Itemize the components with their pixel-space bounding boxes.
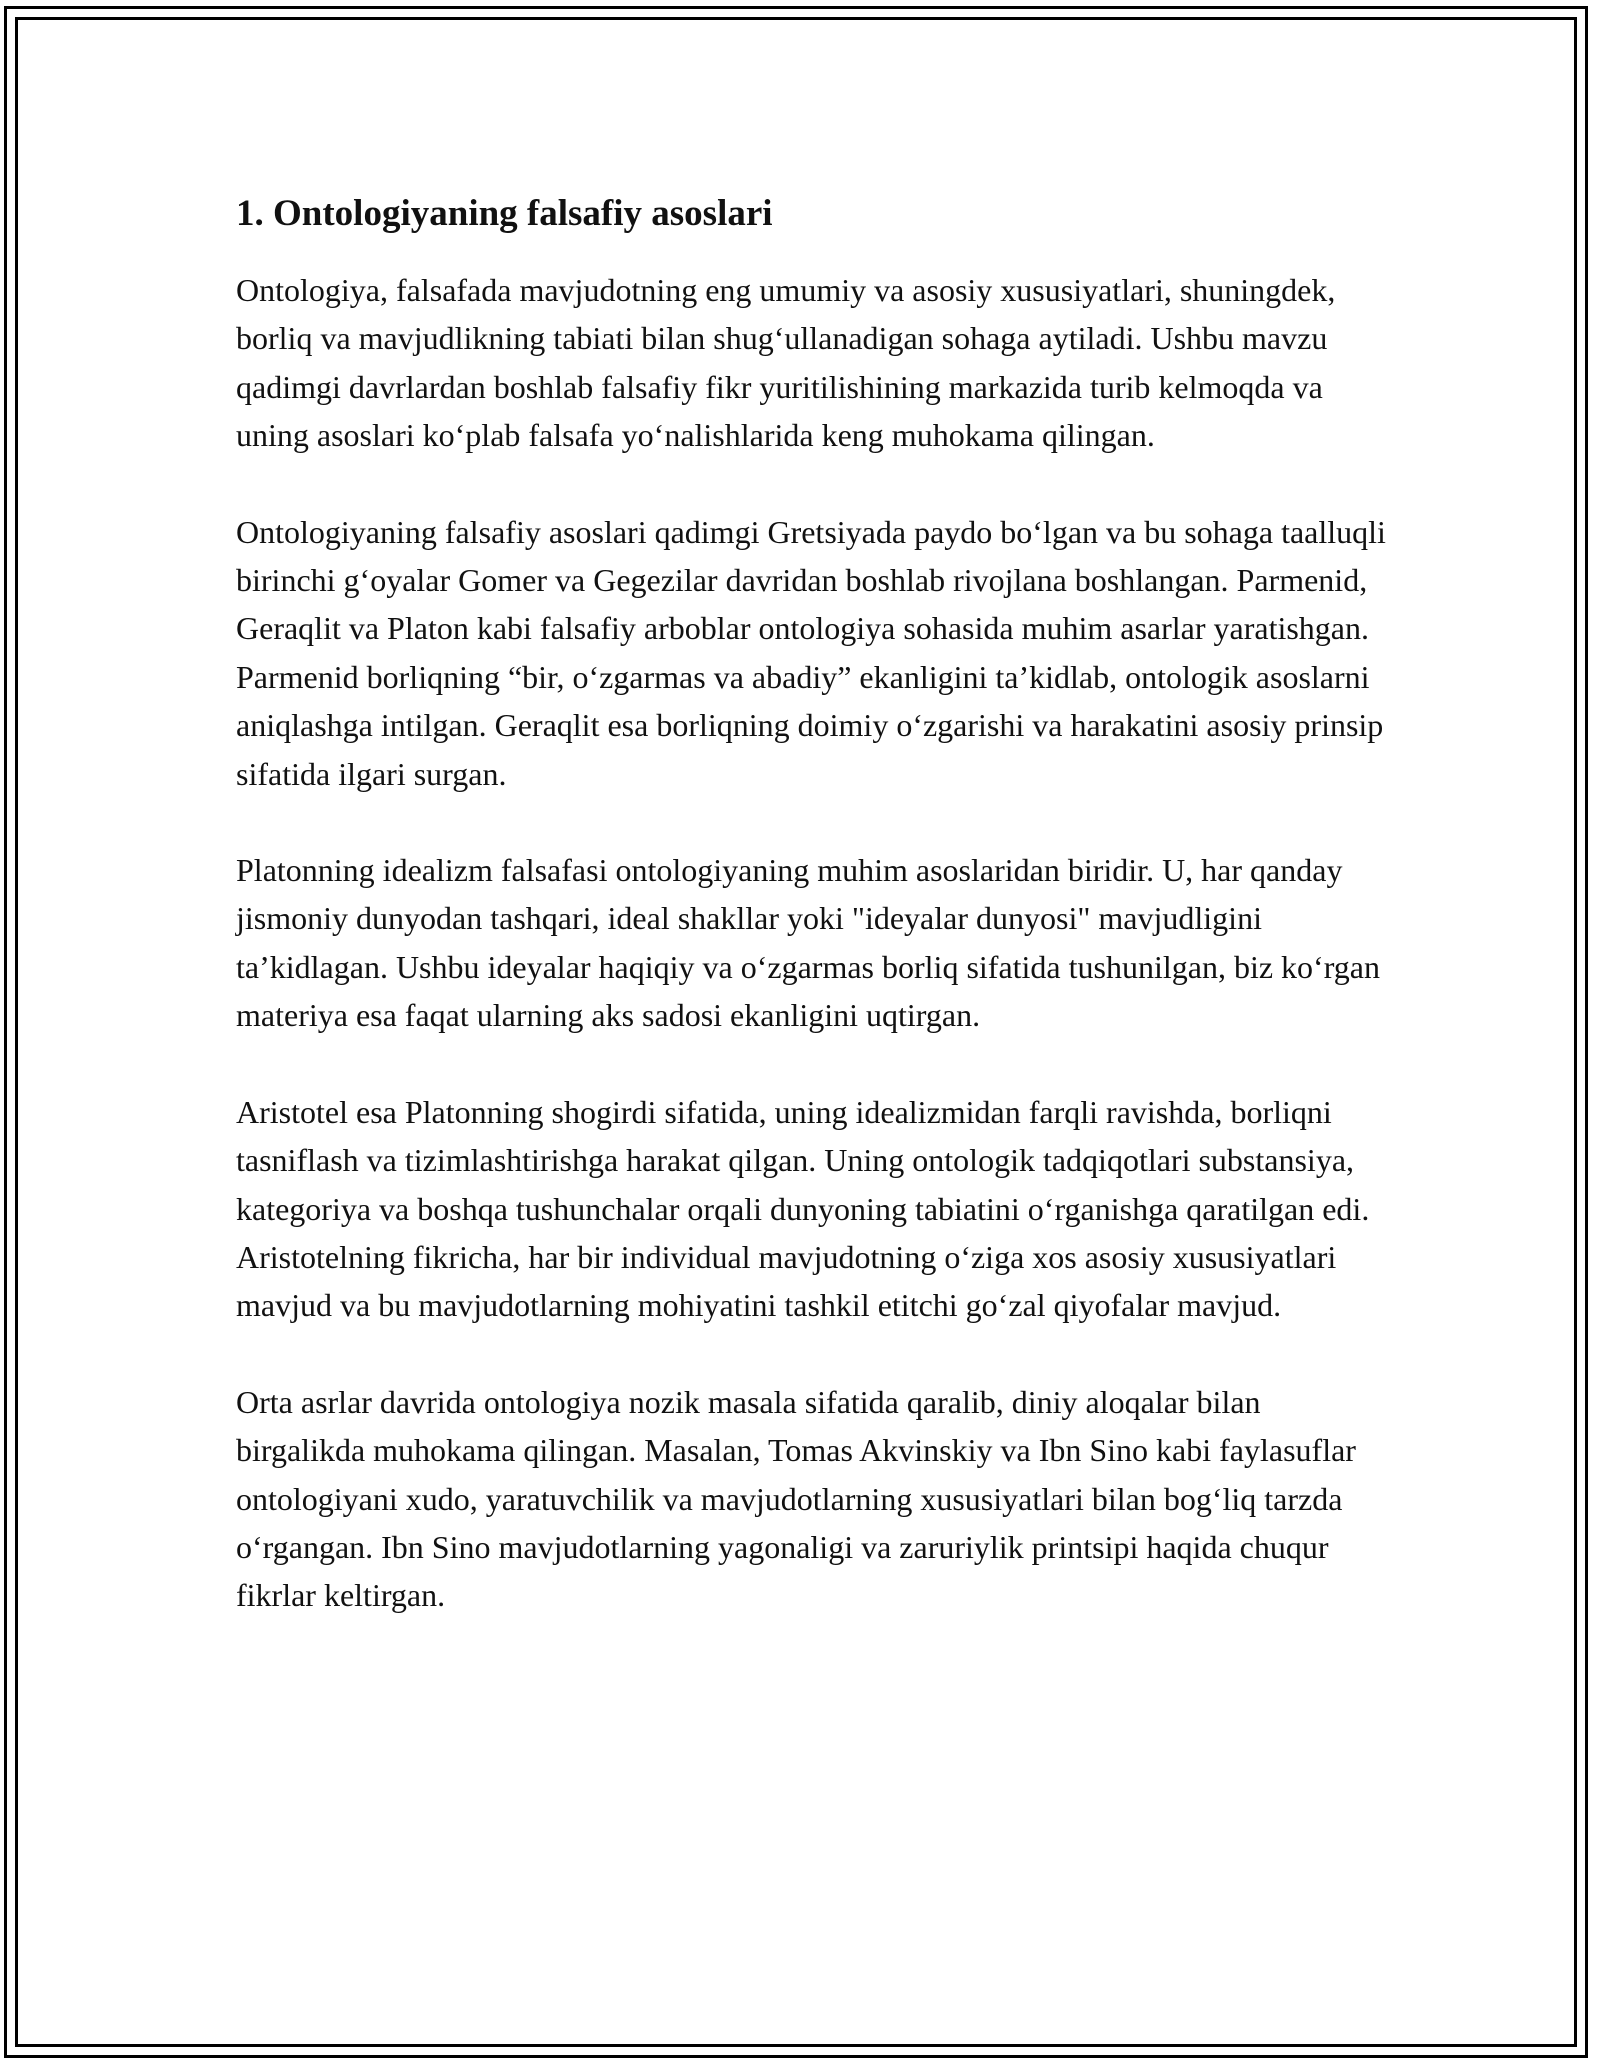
paragraph-4: Aristotel esa Platonning shogirdi sifatida, uning idealizmidan farqli ravishda, borliqni tasniflash va tizimlashtirishga harakat qilgan. Uning ontologik tadqiqotlari substansiya, kategoriya va boshqa tushunchalar orqali dunyoning tabiatini o‘rganishga qaratilgan edi. Aristotelning fikricha, har bir individual mavjudotning o‘ziga xos asosiy xususiyatlari mavjud va bu mavjudotlarning mohiyatini tashkil etitchi go‘zal qiyofalar mavjud. — [236, 1093, 1370, 1324]
section-heading: 1. Ontologiyaning falsafiy asoslari — [236, 193, 773, 234]
paragraph-1: Ontologiya, falsafada mavjudotning eng umumiy va asosiy xususiyatlari, shuningdek, borliq va mavjudlikning tabiati bilan shug‘ullanadigan sohaga aytiladi. Ushbu mavzu qadimgi davrlardan boshlab falsafiy fikr yuritilishining markazida turib kelmoqda va uning asoslari ko‘plab falsafa yo‘nalishlarida keng muhokama qilingan. — [236, 272, 1336, 454]
paragraph-5: Orta asrlar davrida ontologiya nozik masala sifatida qaralib, diniy aloqalar bilan birgalikda muhokama qilingan. Masalan, Tomas Akvinskiy va Ibn Sino kabi faylasuflar ontologiyani xudo, yaratuvchilik va mavjudotlarning xususiyatlari bilan bog‘liq tarzda o‘rgangan. Ibn Sino mavjudotlarning yagonaligi va zaruriylik printsipi haqida chuqur fikrlar keltirgan. — [236, 1383, 1356, 1614]
paragraph-3: Platonning idealizm falsafasi ontologiyaning muhim asoslaridan biridir. U, har qanday jismoniy dunyodan tashqari, ideal shakllar yoki "ideyalar dunyosi" mavjudligini ta’kidlagan. Ushbu ideyalar haqiqiy va o‘zgarmas borliq sifatida tushunilgan, biz ko‘rgan materiya esa faqat ularning aks sadosi ekanligini uqtirgan. — [236, 852, 1380, 1034]
paragraph-2: Ontologiyaning falsafiy asoslari qadimgi Gretsiyada paydo bo‘lgan va bu sohaga taalluqli birinchi g‘oyalar Gomer va Gegezilar davridan boshlab rivojlana boshlangan. Parmenid, Geraqlit va Platon kabi falsafiy arboblar ontologiya sohasida muhim asarlar yaratishgan. Parmenid borliqning “bir, o‘zgarmas va abadiy” ekanligini ta’kidlab, ontologik asoslarni aniqlashga intilgan. Geraqlit esa borliqning doimiy o‘zgarishi va harakatini asosiy prinsip sifatida ilgari surgan. — [236, 513, 1386, 792]
document-body — [236, 184, 1396, 1668]
